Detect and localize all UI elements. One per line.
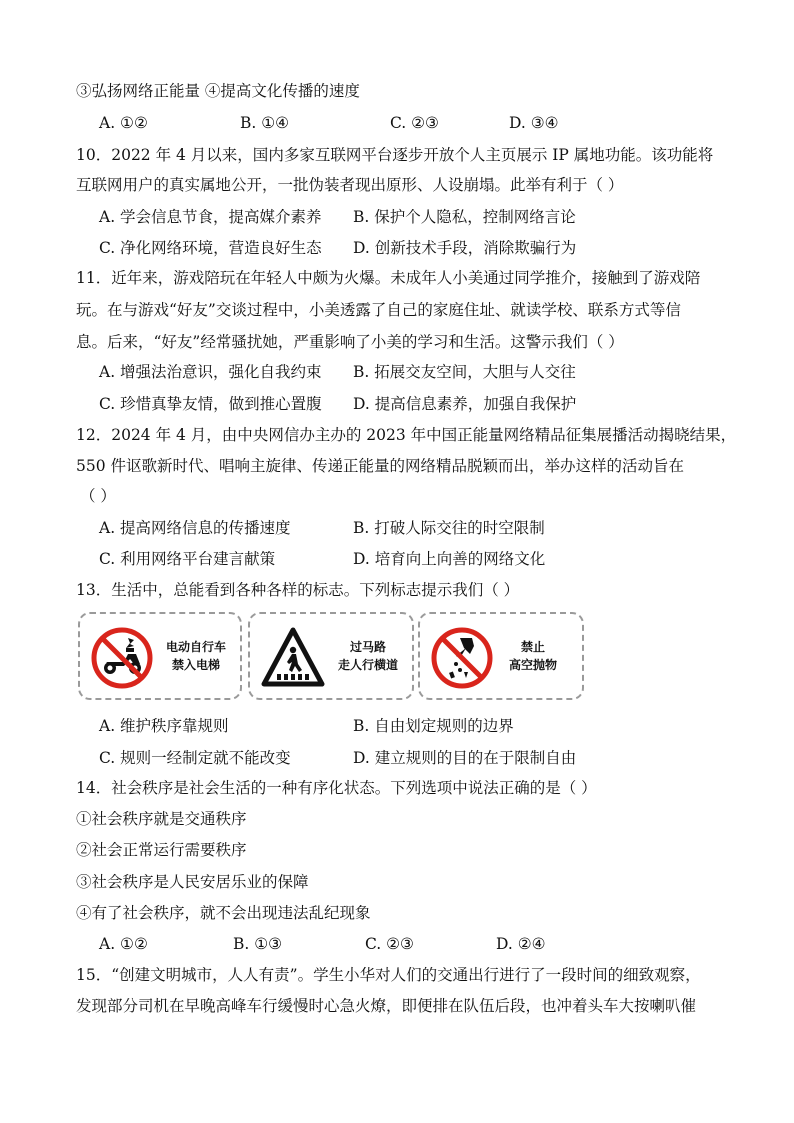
sign-group xyxy=(78,612,584,702)
q12-option-b[interactable]: B. 打破人际交往的时空限制 xyxy=(353,519,545,537)
q10-option-c[interactable]: C. 净化网络环境，营造良好生态 xyxy=(99,239,322,257)
q12-stem-line-1: 12．2024 年 4 月，由中央网信办主办的 2023 年中国正能量网络精品征集展播活动揭晓结果， xyxy=(76,426,737,444)
q13-stem-line: 13．生活中，总能看到各种各样的标志。下列标志提示我们（ ） xyxy=(76,581,520,599)
q11-option-b[interactable]: B. 拓展交友空间，大胆与人交往 xyxy=(353,363,576,381)
q11-stem-line-2: 玩。在与游戏“好友”交谈过程中，小美透露了自己的家庭住址、就读学校、联系方式等信 xyxy=(76,301,681,319)
no-electric-bike-icon xyxy=(90,626,154,690)
q14-statement-3: ③社会秩序是人民安居乐业的保障 xyxy=(76,873,309,891)
q10-stem-line-2: 互联网用户的真实属地公开，一批伪装者现出原形、人设崩塌。此举有利于（ ） xyxy=(76,176,624,194)
sign-no-ebike-elevator xyxy=(78,612,242,700)
pedestrian-crossing-icon xyxy=(260,626,326,690)
q14-stem-line: 14．社会秩序是社会生活的一种有序化状态。下列选项中说法正确的是（ ） xyxy=(76,779,597,797)
sign-1-text-line-1: 电动自行车 xyxy=(166,640,227,654)
q12-answer-blank: （ ） xyxy=(80,487,116,505)
q11-option-d[interactable]: D. 提高信息素养，加强自我保护 xyxy=(353,395,577,413)
q12-option-d[interactable]: D. 培育向上向善的网络文化 xyxy=(353,550,546,568)
q14-statement-4: ④有了社会秩序，就不会出现违法乱纪现象 xyxy=(76,904,371,922)
q14-option-a[interactable]: A. ①② xyxy=(99,935,148,953)
sign-3-text-line-2: 高空抛物 xyxy=(509,658,558,672)
sign-1-text-line-2: 禁入电梯 xyxy=(172,658,221,672)
sign-3-text-line-1: 禁止 xyxy=(521,640,546,654)
no-throwing-icon xyxy=(430,626,494,690)
q11-stem-line-1: 11．近年来，游戏陪玩在年轻人中颇为火爆。未成年人小美通过同学推介，接触到了游戏陪 xyxy=(76,269,701,287)
q9-statement-line: ③弘扬网络正能量 ④提高文化传播的速度 xyxy=(76,82,360,100)
q10-option-a[interactable]: A. 学会信息节食，提高媒介素养 xyxy=(99,208,322,226)
q12-option-c[interactable]: C. 利用网络平台建言献策 xyxy=(99,550,276,568)
q9-option-d[interactable]: D. ③④ xyxy=(509,114,559,132)
q13-option-c[interactable]: C. 规则一经制定就不能改变 xyxy=(99,749,291,767)
q15-stem-line-1: 15．“创建文明城市，人人有责”。学生小华对人们的交通出行进行了一段时间的细致观察， xyxy=(76,966,701,984)
q10-stem-line-1: 10．2022 年 4 月以来，国内多家互联网平台逐步开放个人主页展示 IP 属地功能。该功能将 xyxy=(76,146,714,164)
q14-statement-2: ②社会正常运行需要秩序 xyxy=(76,841,247,859)
q12-option-a[interactable]: A. 提高网络信息的传播速度 xyxy=(99,519,291,537)
q13-option-a[interactable]: A. 维护秩序靠规则 xyxy=(99,717,229,735)
q14-statement-1: ①社会秩序就是交通秩序 xyxy=(76,810,247,828)
sign-2-text-line-1: 过马路 xyxy=(350,640,387,654)
q11-option-c[interactable]: C. 珍惜真挚友情，做到推心置腹 xyxy=(99,395,322,413)
q14-option-c[interactable]: C. ②③ xyxy=(365,935,414,953)
q13-option-d[interactable]: D. 建立规则的目的在于限制自由 xyxy=(353,749,577,767)
sign-pedestrian-crossing xyxy=(248,612,414,700)
q14-option-b[interactable]: B. ①③ xyxy=(233,935,283,953)
q9-option-c[interactable]: C. ②③ xyxy=(390,114,439,132)
sign-2-text-line-2: 走人行横道 xyxy=(338,658,399,672)
q11-stem-line-3: 息。后来，“好友”经常骚扰她，严重影响了小美的学习和生活。这警示我们（ ） xyxy=(76,333,624,351)
q9-option-a[interactable]: A. ①② xyxy=(99,114,148,132)
q9-option-b[interactable]: B. ①④ xyxy=(240,114,290,132)
q12-stem-line-2: 550 件讴歌新时代、唱响主旋律、传递正能量的网络精品脱颖而出，举办这样的活动旨在 xyxy=(76,457,685,475)
sign-no-throwing xyxy=(418,612,584,700)
q10-option-b[interactable]: B. 保护个人隐私，控制网络言论 xyxy=(353,208,576,226)
q15-stem-line-2: 发现部分司机在早晚高峰车行缓慢时心急火燎，即便排在队伍后段，也冲着头车大按喇叭催 xyxy=(76,997,697,1015)
q10-option-d[interactable]: D. 创新技术手段，消除欺骗行为 xyxy=(353,239,577,257)
q13-option-b[interactable]: B. 自由划定规则的边界 xyxy=(353,717,514,735)
q11-option-a[interactable]: A. 增强法治意识，强化自我约束 xyxy=(99,363,322,381)
q14-option-d[interactable]: D. ②④ xyxy=(496,935,546,953)
